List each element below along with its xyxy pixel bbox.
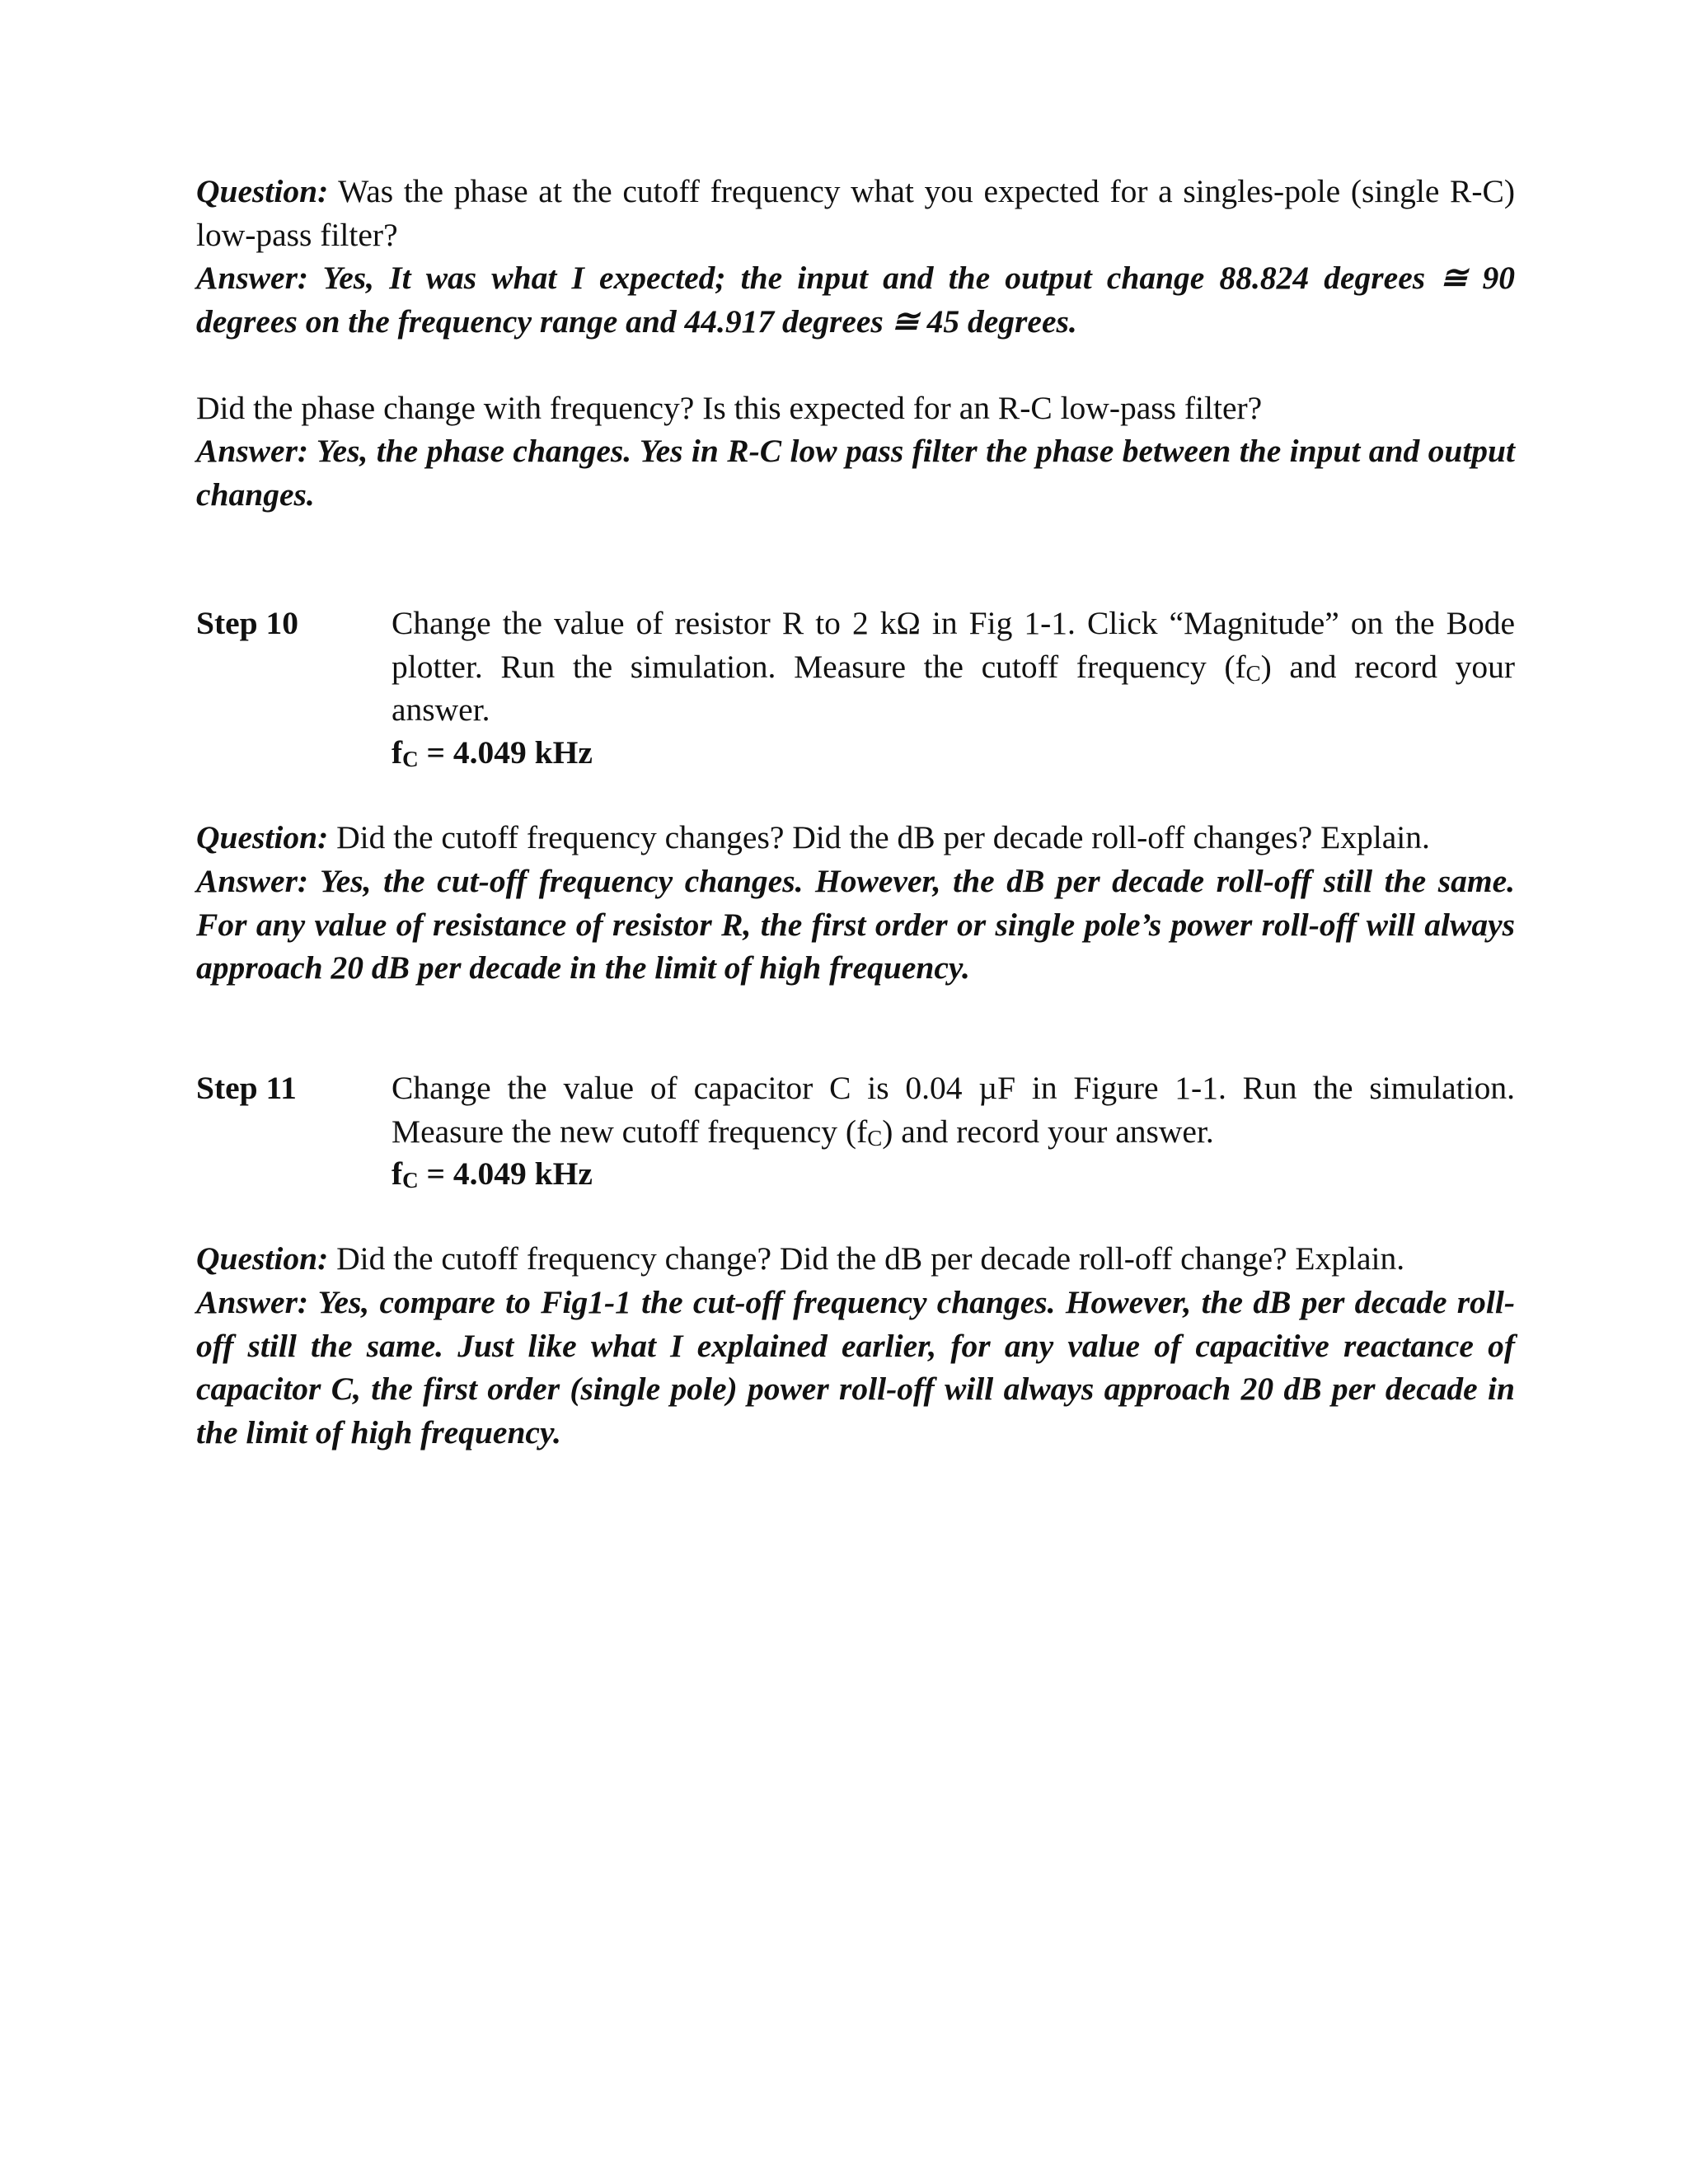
step-10-body — [392, 602, 1515, 732]
answer-1: Answer: Yes, It was what I expected; the input and the output change 88.824 degrees ≅ 90 degrees on the frequency range and 44.917 degrees ≅ 45 degrees. — [196, 260, 1515, 340]
question-1-text: Was the phase at the cutoff frequency what you expected for a singles-pole (single R-C) low-pass filter? — [196, 173, 1515, 253]
answer-4: Answer: Yes, compare to Fig1-1 the cut-off frequency changes. However, the dB per decade roll-off still the same. Just like what I explained earlier, for any value of capacitive reactance of capacitor C, the first order (single pole) power roll-off will always approach 20 dB per decade in the limit of high frequency. — [196, 1284, 1515, 1451]
step-10-result-value: = 4.049 kHz — [418, 734, 593, 771]
question-3 — [196, 816, 1515, 860]
question-3-label: Question: — [196, 819, 329, 855]
step-11-result-prefix: f — [392, 1155, 403, 1192]
step-11-label: Step 11 — [196, 1070, 297, 1106]
question-1 — [196, 170, 1515, 256]
step-10-result-prefix: f — [392, 734, 403, 771]
step-10-text-end: ) and record your answer. — [392, 648, 1515, 728]
step-10-text: Change the value of resistor R to 2 kΩ in Fig 1-1. Click “Magnitude” on the Bode plotter. Run the simulation. Measure the cutoff frequency (f — [392, 605, 1515, 685]
step-11-result-sub: C — [402, 1168, 419, 1193]
question-1-label: Question: — [196, 173, 329, 209]
answer-2: Answer: Yes, the phase changes. Yes in R-C low pass filter the phase between the input and output changes. — [196, 433, 1515, 513]
step-10-label: Step 10 — [196, 605, 298, 641]
step-11-body — [392, 1066, 1515, 1153]
step-10-result-sub: C — [402, 747, 419, 771]
step-10-result — [392, 731, 1515, 775]
step-10-text-sub: C — [1245, 660, 1261, 686]
answer-3: Answer: Yes, the cut-off frequency changes. However, the dB per decade roll-off still the same. For any value of resistance of resistor R, the first order or single pole’s power roll-off will always approach 20 dB per decade in the limit of high frequency. — [196, 863, 1515, 986]
step-11-text-end: ) and record your answer. — [882, 1113, 1214, 1150]
step-11-text: Change the value of capacitor C is 0.04 µF in Figure 1-1. Run the simulation. Measure the new cutoff frequency (f — [392, 1070, 1515, 1150]
question-4-text: Did the cutoff frequency change? Did the dB per decade roll-off change? Explain. — [328, 1240, 1405, 1277]
question-4 — [196, 1237, 1515, 1281]
step-11-result — [392, 1152, 1515, 1196]
step-11-text-sub: C — [867, 1125, 883, 1151]
step-11-result-value: = 4.049 kHz — [418, 1155, 593, 1192]
question-3-text: Did the cutoff frequency changes? Did the dB per decade roll-off changes? Explain. — [328, 819, 1430, 855]
question-4-label: Question: — [196, 1240, 329, 1277]
question-2: Did the phase change with frequency? Is this expected for an R-C low-pass filter? — [196, 390, 1263, 426]
